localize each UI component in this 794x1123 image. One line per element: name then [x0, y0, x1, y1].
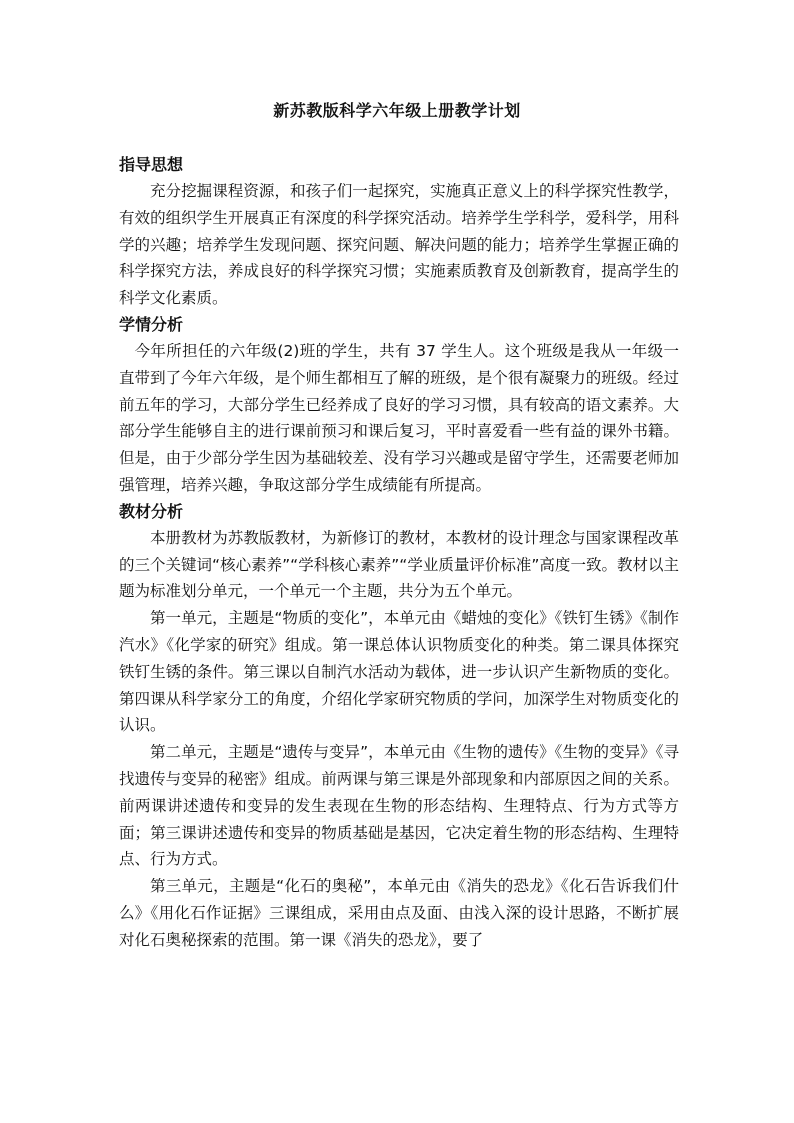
section-guiding-ideas [119, 152, 679, 312]
paragraph: 第三单元，主题是“化石的奥秘”，本单元由《消失的恐龙》《化石告诉我们什么》《用化石作证据》三课组成，采用由点及面、由浅入深的设计思路，不断扩展对化石奥秘探索的范围。第一课《消失的恐龙》，要了 [119, 877, 679, 949]
document-title: 新苏教版科学六年级上册教学计划 [273, 101, 521, 120]
paragraph: 第一单元，主题是“物质的变化”，本单元由《蜡烛的变化》《铁钉生锈》《制作汽水》《化学家的研究》组成。第一课总体认识物质变化的种类。第二课具体探究铁钉生锈的条件。第三课以自制汽水活动为载体，进一步认识产生新物质的变化。第四课从科学家分工的角度，介绍化学家研究物质的学问，加深学生对物质变化的认识。 [119, 609, 679, 735]
paragraph: 充分挖掘课程资源，和孩子们一起探究，实施真正意义上的科学探究性教学，有效的组织学生开展真正有深度的科学探究活动。培养学生学科学，爱科学，用科学的兴趣；培养学生发现问题、探究问题、解决问题的能力；培养学生掌握正确的科学探究方法，养成良好的科学探究习惯；实施素质教育及创新教育，提高学生的科学文化素质。 [119, 182, 679, 308]
section-heading: 教材分析 [119, 501, 184, 521]
paragraph: 第二单元，主题是“遗传与变异”，本单元由《生物的遗传》《生物的变异》《寻找遗传与变异的秘密》组成。前两课与第三课是外部现象和内部原因之间的关系。前两课讲述遗传和变异的发生表现在生物的形态结构、生理特点、行为方式等方面；第三课讲述遗传和变异的物质基础是基因，它决定着生物的形态结构、生理特点、行为方式。 [119, 743, 679, 869]
section-student-analysis [119, 312, 679, 499]
section-heading: 学情分析 [119, 314, 184, 334]
section-heading: 指导思想 [119, 155, 184, 174]
paragraph: 今年所担任的六年级(2)班的学生，共有 37 学生人。这个班级是我从一年级一直带到了今年六年级，是个师生都相互了解的班级，是个很有凝聚力的班级。经过前五年的学习，大部分学生已经养成了良好的学习习惯，具有较高的语文素养。大部分学生能够自主的进行课前预习和课后复习，平时喜爱看一些有益的课外书籍。但是，由于少部分学生因为基础较差、没有学习兴趣或是留守学生，还需要老师加强管理，培养兴趣，争取这部分学生成绩能有所提高。 [119, 341, 679, 494]
paragraph: 本册教材为苏教版教材，为新修订的教材，本教材的设计理念与国家课程改革的三个关键词“核心素养”“学科核心素养”“学业质量评价标准”高度一致。教材以主题为标准划分单元，一个单元一个主题，共分为五个单元。 [119, 528, 679, 601]
section-textbook-analysis [119, 499, 679, 954]
document-body [119, 152, 679, 954]
